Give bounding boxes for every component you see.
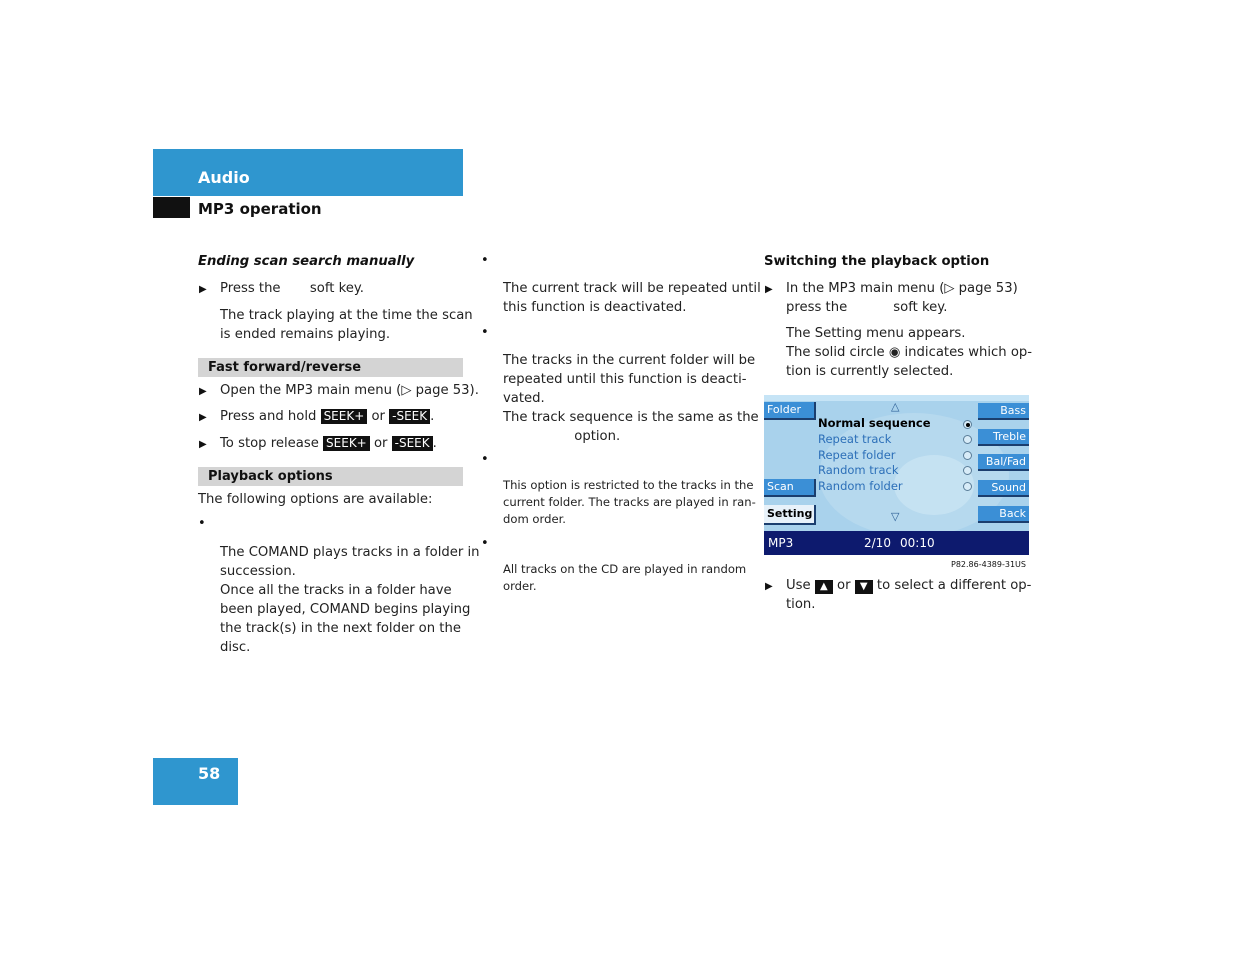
options-intro: The following options are available: [198,492,433,507]
random-track-description: This option is restricted to the tracks in the current folder. The tracks are played in ran- dom order. [503,478,756,526]
bullet-icon: • [481,452,489,467]
step-arrow-icon: ▶ [199,386,207,397]
radio-icon [963,466,972,475]
scroll-down-icon[interactable]: ▽ [891,510,900,523]
mp3-setting-screen [764,395,1029,555]
section-bar-fast-forward: Fast forward/reverse [198,358,463,377]
screen-treble-button[interactable]: Treble [978,429,1029,446]
screen-sound-button[interactable]: Sound [978,480,1029,497]
screen-bass-button[interactable]: Bass [978,403,1029,420]
repeat-folder-description: The tracks in the current folder will be repeated until this function is deacti- vated. The track sequence is the same as the option. [503,353,759,444]
step-result: The track playing at the time the scan is ended remains playing. [220,308,473,342]
step-press-soft-key: Press the soft key. [220,281,364,296]
bullet-icon: • [481,536,489,551]
step-arrow-icon: ▶ [199,412,207,423]
option-random-folder[interactable]: Random folder [818,479,903,493]
radio-icon [963,482,972,491]
screen-scan-button[interactable]: Scan [764,479,816,497]
radio-icon [963,435,972,444]
heading-switching-playback: Switching the playback option [764,254,990,269]
radio-icon [963,451,972,460]
seek-minus-key-icon: -SEEK [392,436,433,451]
seek-minus-key-icon: -SEEK [389,409,430,424]
bullet-icon: • [198,516,206,531]
screen-status-bar [764,531,1029,555]
bullet-icon: • [481,325,489,340]
step-arrow-icon: ▶ [765,284,773,295]
page-number: 58 [198,764,221,783]
option-random-track[interactable]: Random track [818,463,899,477]
bullet-icon: • [481,253,489,268]
down-key-icon: ▼ [855,580,873,594]
step-arrow-icon: ▶ [199,284,207,295]
option-repeat-track[interactable]: Repeat track [818,432,892,446]
step-select-option: Use ▲ or ▼ to select a different op- tion. [786,578,1032,612]
figure-id: P82.86-4389-31US [951,560,1026,569]
section-title: Audio [198,168,250,187]
subsection-title: MP3 operation [198,200,322,218]
step-stop-release: To stop release SEEK+ or -SEEK . [220,436,437,451]
heading-ending-scan: Ending scan search manually [198,254,415,269]
status-track: 2/10 [864,536,891,550]
normal-sequence-description: The COMAND plays tracks in a folder in succession. Once all the tracks in a folder have been played, COMAND begins playing the track(s) in the next folder on the disc. [220,545,480,655]
repeat-track-description: The current track will be repeated until this function is deactivated. [503,281,761,315]
screen-folder-button[interactable]: Folder [764,402,816,420]
random-folder-description: All tracks on the CD are played in random order. [503,562,747,593]
step-arrow-icon: ▶ [765,581,773,592]
status-time: 00:10 [900,536,935,550]
seek-plus-key-icon: SEEK+ [323,436,370,451]
option-repeat-folder[interactable]: Repeat folder [818,448,896,462]
status-mode: MP3 [768,536,794,550]
step-arrow-icon: ▶ [199,439,207,450]
step-setting-result: The Setting menu appears. The solid circle ◉ indicates which op- tion is currently selected. [786,326,1033,379]
screen-setting-button[interactable]: Setting [764,505,816,525]
screen-back-button[interactable]: Back [978,506,1029,523]
step-press-hold: Press and hold SEEK+ or -SEEK . [220,409,435,424]
up-key-icon: ▲ [815,580,833,594]
page-number-box [153,758,238,805]
section-bar-playback-options: Playback options [198,467,463,486]
step-open-main-menu: Open the MP3 main menu (▷ page 53). [220,383,479,398]
option-normal-sequence[interactable]: Normal sequence [818,416,931,430]
step-open-setting: In the MP3 main menu (▷ page 53) press the soft key. [786,281,1018,315]
seek-plus-key-icon: SEEK+ [321,409,368,424]
radio-selected-icon [963,420,972,429]
scroll-up-icon[interactable]: △ [891,400,900,413]
subsection-marker [153,197,190,218]
screen-balfad-button[interactable]: Bal/Fad [978,454,1029,471]
